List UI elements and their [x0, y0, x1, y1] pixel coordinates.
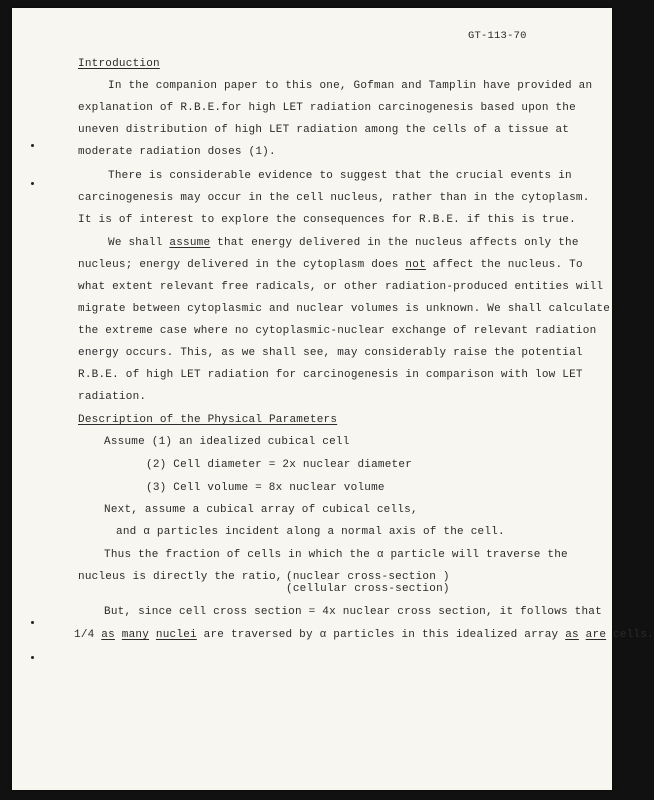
paragraph-line: It is of interest to explore the consequences for R.B.E. if this is true. [78, 214, 576, 226]
paragraph-line: Next, assume a cubical array of cubical cells, [104, 504, 418, 516]
paragraph-line: There is considerable evidence to suggest that the crucial events in [108, 170, 572, 182]
emphasis-word: nuclei [155, 629, 197, 641]
paragraph-line: nucleus is directly the ratio, [78, 571, 283, 583]
paragraph-line: uneven distribution of high LET radiation among the cells of a tissue at [78, 124, 570, 136]
paragraph-line: moderate radiation doses (1). [78, 146, 276, 158]
paragraph-line [74, 629, 654, 641]
paragraph-line: But, since cell cross section = 4x nuclear cross section, it follows that [104, 606, 602, 618]
ratio-denominator: (cellular cross-section) [286, 583, 450, 595]
paragraph-line: explanation of R.B.E.for high LET radiation carcinogenesis based upon the [78, 102, 576, 114]
text-run: We shall [108, 237, 170, 249]
paragraph-line: the extreme case where no cytoplasmic-nuclear exchange of relevant radiation [78, 325, 597, 337]
paragraph-line: radiation. [78, 391, 147, 403]
paragraph-line: carcinogenesis may occur in the cell nucleus, rather than in the cytoplasm. [78, 192, 590, 204]
emphasis-word: are [585, 629, 607, 641]
assumption-line: Assume (1) an idealized cubical cell [104, 436, 350, 448]
paragraph-line: what extent relevant free radicals, or other radiation-produced entities will [78, 281, 604, 293]
assumption-line: (3) Cell volume = 8x nuclear volume [146, 482, 385, 494]
emphasis-word: many [121, 629, 150, 641]
margin-dot [31, 656, 34, 659]
text-run: 1/4 [74, 629, 102, 641]
description-heading: Description of the Physical Parameters [78, 414, 338, 426]
text-run: nucleus; energy delivered in the cytoplasm does [78, 259, 406, 271]
text-run: are traversed by α particles in this idealized array [196, 629, 566, 641]
margin-dot [31, 182, 34, 185]
paragraph-line [108, 237, 579, 249]
paragraph-line: R.B.E. of high LET radiation for carcinogenesis in comparison with low LET [78, 369, 583, 381]
document-page [12, 8, 654, 790]
text-run: cells. [606, 629, 654, 641]
text-run: that energy delivered in the nucleus affects only the [210, 237, 579, 249]
paragraph-line: and α particles incident along a normal axis of the cell. [116, 526, 505, 538]
assumption-line: (2) Cell diameter = 2x nuclear diameter [146, 459, 413, 471]
emphasis-assume: assume [169, 237, 211, 249]
paragraph-line: energy occurs. This, as we shall see, may considerably raise the potential [78, 347, 583, 359]
margin-dot [31, 621, 34, 624]
paragraph-line: Thus the fraction of cells in which the α particle will traverse the [104, 549, 568, 561]
emphasis-word: as [565, 629, 579, 641]
paragraph-line: migrate between cytoplasmic and nuclear volumes is unknown. We shall calculate [78, 303, 611, 315]
text-run: affect the nucleus. To [425, 259, 583, 271]
document-id: GT-113-70 [468, 30, 527, 42]
ratio-numerator: (nuclear cross-section ) [286, 571, 450, 583]
paragraph-line: In the companion paper to this one, Gofman and Tamplin have provided an [108, 80, 593, 92]
introduction-heading: Introduction [78, 58, 160, 70]
paragraph-line [78, 259, 583, 271]
emphasis-not: not [405, 259, 426, 271]
margin-dot [31, 144, 34, 147]
emphasis-word: as [101, 629, 115, 641]
